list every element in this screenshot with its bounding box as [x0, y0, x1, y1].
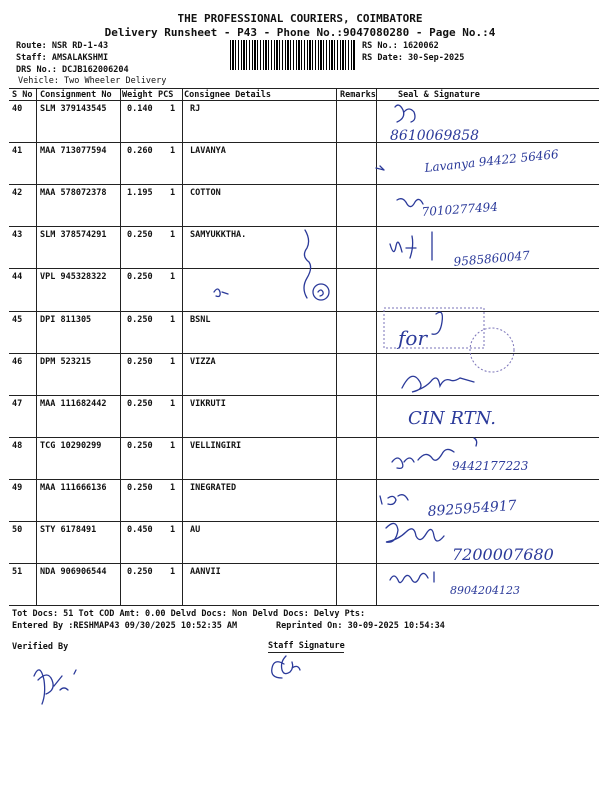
cell-weight: 0.250 [127, 482, 153, 493]
cell-sno: 48 [12, 440, 23, 451]
signature-text: 8904204123 [450, 584, 520, 597]
cell-pcs: 1 [170, 356, 176, 367]
col-header-consignee: Consignee Details [184, 90, 271, 100]
cell-sno: 50 [12, 525, 23, 535]
cell-pcs: 1 [170, 482, 176, 493]
signature-scribble [432, 312, 442, 334]
cell-weight: 0.450 [127, 525, 153, 535]
cell-sno: 46 [12, 356, 23, 367]
cell-consignment-no: SLM 379143545 [40, 104, 107, 114]
cell-sno: 42 [12, 188, 23, 199]
cell-consignment-no: MAA 578072378 [40, 188, 107, 199]
cell-pcs: 1 [170, 525, 176, 535]
signature-scribble [395, 105, 415, 122]
signature-text: CIN RTN. [408, 408, 496, 429]
cell-consignee: RJ [190, 104, 201, 114]
cell-pcs: 1 [170, 314, 176, 325]
cell-weight: 0.140 [127, 104, 153, 114]
cell-consignee: LAVANYA [190, 146, 226, 157]
totals-line: Tot Docs: 51 Tot COD Amt: 0.00 Delvd Docs: Non Delvd Docs: Delvy Pts: [12, 609, 366, 619]
seal-stamp [470, 328, 514, 372]
drs-no-label: DRS No.: DCJB162006204 [16, 65, 129, 75]
signature-scribble [214, 289, 228, 297]
cell-pcs: 1 [170, 230, 176, 241]
cell-consignment-no: SLM 378574291 [40, 230, 107, 241]
cell-consignee: SAMYUKKTHA. [190, 230, 247, 241]
company-title: THE PROFESSIONAL COURIERS, COIMBATORE [177, 12, 423, 25]
signature-scribble [390, 572, 434, 583]
cell-consignment-no: STY 6178491 [40, 525, 97, 535]
rs-date-label: RS Date: 30-Sep-2025 [362, 53, 465, 63]
signature-text: 7010277494 [421, 199, 499, 219]
col-header-remarks: Remarks [340, 90, 376, 100]
cell-consignee: VELLINGIRI [190, 440, 242, 451]
verified-by-label: Verified By [12, 642, 69, 652]
cell-pcs: 1 [170, 188, 176, 199]
cell-sno: 44 [12, 272, 23, 283]
signature-scribble [402, 376, 474, 392]
staff-label: Staff: AMSALAKSHMI [16, 53, 109, 63]
cell-weight: 0.250 [127, 440, 153, 451]
cell-consignment-no: TCG 10290299 [40, 440, 102, 451]
entered-by-line: Entered By :RESHMAP43 09/30/2025 10:52:35 AM [12, 621, 238, 631]
signature-scribble [380, 495, 408, 505]
cell-consignee: INEGRATED [190, 482, 237, 493]
signature-text: 9585860047 [453, 248, 531, 269]
cell-consignment-no: MAA 111682442 [40, 398, 107, 409]
cell-sno: 40 [12, 104, 23, 114]
cell-sno: 51 [12, 567, 23, 578]
signature-text: 8925954917 [427, 497, 518, 520]
cell-weight: 0.250 [127, 356, 153, 367]
signature-scribble [386, 523, 444, 542]
col-header-sno: S No [12, 90, 33, 100]
col-header-seal-signature: Seal & Signature [398, 90, 480, 100]
cell-pcs: 1 [170, 398, 176, 409]
cell-weight: 1.195 [127, 188, 153, 199]
cell-weight: 0.250 [127, 567, 153, 578]
cell-consignee: AU [190, 525, 201, 535]
signature-scribble [318, 290, 323, 296]
cell-consignee: AANVII [190, 567, 221, 578]
signature-text: 7200007680 [452, 545, 554, 564]
cell-pcs: 1 [170, 567, 176, 578]
signature-text: for [398, 326, 428, 350]
cell-consignment-no: DPI 811305 [40, 314, 92, 325]
staff-signature-label: Staff Signature [268, 641, 345, 651]
verified-signature-scribble [34, 670, 76, 704]
col-header-pcs: PCS [158, 90, 174, 100]
rs-no-label: RS No.: 1620062 [362, 41, 439, 51]
signature-text: 9442177223 [452, 459, 529, 473]
cell-consignment-no: NDA 906906544 [40, 567, 107, 578]
cell-weight: 0.250 [127, 272, 153, 283]
cell-consignee: COTTON [190, 188, 221, 199]
col-header-consignment: Consignment No [40, 90, 112, 100]
signature-text: Lavanya 94422 56466 [423, 146, 560, 175]
runsheet-title: Delivery Runsheet - P43 - Phone No.:9047080280 - Page No.:4 [104, 26, 496, 39]
cell-consignee: VIZZA [190, 356, 216, 367]
signature-scribble [304, 230, 311, 298]
cell-weight: 0.250 [127, 230, 153, 241]
signature-scribble [390, 232, 432, 260]
col-header-weight: Weight [122, 90, 153, 100]
cell-sno: 43 [12, 230, 23, 241]
staff-signature-underline [268, 652, 344, 653]
signature-scribble [376, 166, 384, 170]
cell-sno: 49 [12, 482, 23, 493]
cell-pcs: 1 [170, 104, 176, 114]
cell-sno: 41 [12, 146, 23, 157]
staff-signature-scribble [272, 656, 300, 678]
signature-scribble [397, 199, 423, 207]
cell-consignee: BSNL [190, 314, 211, 325]
cell-pcs: 1 [170, 146, 176, 157]
signature-scribble [313, 284, 329, 300]
cell-weight: 0.250 [127, 314, 153, 325]
cell-pcs: 1 [170, 440, 176, 451]
cell-pcs: 1 [170, 272, 176, 283]
cell-consignee: VIKRUTI [190, 398, 226, 409]
cell-weight: 0.260 [127, 146, 153, 157]
cell-consignment-no: VPL 945328322 [40, 272, 107, 283]
vehicle-label: Vehicle: Two Wheeler Delivery [18, 76, 167, 86]
signature-text: 8610069858 [390, 128, 480, 144]
cell-consignment-no: MAA 713077594 [40, 146, 107, 157]
cell-weight: 0.250 [127, 398, 153, 409]
cell-sno: 45 [12, 314, 23, 325]
route-label: Route: NSR RD-1-43 [16, 41, 109, 51]
cell-sno: 47 [12, 398, 23, 409]
reprinted-on-line: Reprinted On: 30-09-2025 10:54:34 [276, 621, 445, 631]
cell-consignment-no: MAA 111666136 [40, 482, 107, 493]
cell-consignment-no: DPM 523215 [40, 356, 92, 367]
